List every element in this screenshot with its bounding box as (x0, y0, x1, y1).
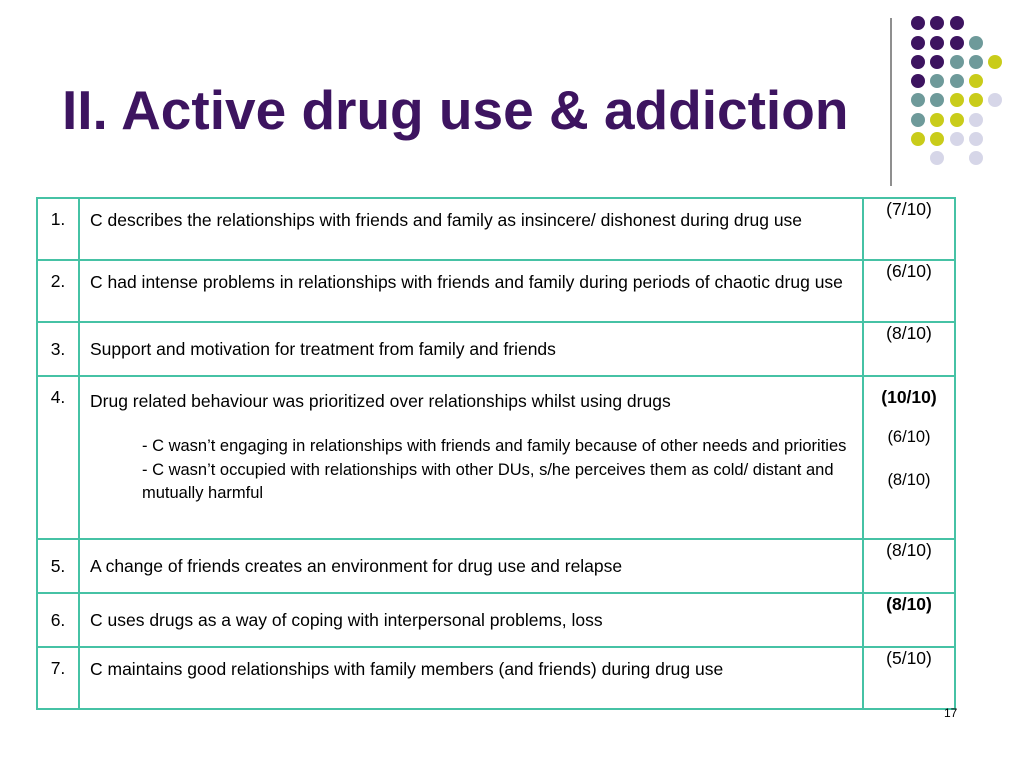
table-row (37, 593, 955, 647)
dot-purple (950, 16, 964, 30)
page-number: 17 (944, 706, 958, 720)
table-row (37, 376, 955, 539)
table-row (37, 322, 955, 376)
row-description: C describes the relationships with friends and family as insincere/ dishonest during drug use (79, 198, 863, 260)
dot-yellow (950, 113, 964, 127)
slide-title: II. Active drug use & addiction (62, 79, 849, 141)
row-number: 3. (37, 322, 79, 376)
row-description: C had intense problems in relationships with friends and family during periods of chaotic drug use (79, 260, 863, 322)
dot-yellow (988, 55, 1002, 69)
row-score: (10/10) (881, 387, 937, 407)
dot-purple (911, 74, 925, 88)
dot-lavender (950, 132, 964, 146)
row-score: (8/10) (863, 593, 955, 647)
row-number: 4. (37, 376, 79, 539)
table-row (37, 260, 955, 322)
table-row (37, 647, 955, 709)
dot-yellow (930, 132, 944, 146)
dot-teal (911, 93, 925, 107)
findings-table (36, 197, 956, 710)
dot-teal (930, 74, 944, 88)
dot-purple (930, 55, 944, 69)
dot-purple (930, 36, 944, 50)
row-description: C maintains good relationships with family members (and friends) during drug use (79, 647, 863, 709)
table-row (37, 539, 955, 593)
dot-purple (911, 55, 925, 69)
dot-teal (911, 113, 925, 127)
row-number: 7. (37, 647, 79, 709)
dot-teal (930, 93, 944, 107)
row-number: 2. (37, 260, 79, 322)
dot-purple (950, 36, 964, 50)
dot-lavender (969, 113, 983, 127)
dot-purple (930, 16, 944, 30)
dot-teal (969, 55, 983, 69)
dot-teal (950, 74, 964, 88)
dot-teal (950, 55, 964, 69)
row-score: (8/10) (863, 539, 955, 593)
row-sub-items (90, 435, 852, 506)
dot-yellow (969, 74, 983, 88)
row-score: (6/10) (863, 260, 955, 322)
sub-item: - C wasn’t engaging in relationships with friends and family because of other needs and priorities (142, 437, 847, 455)
sub-score: (6/10) (887, 428, 931, 446)
row-number: 1. (37, 198, 79, 260)
sub-score: (8/10) (887, 471, 931, 489)
dot-purple (911, 16, 925, 30)
sub-item: - C wasn’t occupied with relationships with other DUs, s/he perceives them as cold/ distant and mutually harmful (142, 460, 834, 502)
title-divider (890, 18, 892, 186)
row-main-text: Drug related behaviour was prioritized over relationships whilst using drugs (90, 391, 671, 411)
row-score-stack (863, 376, 955, 539)
row-score: (7/10) (863, 198, 955, 260)
table-row (37, 198, 955, 260)
row-description (79, 376, 863, 539)
dot-lavender (969, 151, 983, 165)
dot-teal (969, 36, 983, 50)
dot-lavender (930, 151, 944, 165)
row-number: 6. (37, 593, 79, 647)
row-description: C uses drugs as a way of coping with interpersonal problems, loss (79, 593, 863, 647)
row-number: 5. (37, 539, 79, 593)
dot-yellow (950, 93, 964, 107)
dot-lavender (969, 132, 983, 146)
row-score: (8/10) (863, 322, 955, 376)
row-description: Support and motivation for treatment from family and friends (79, 322, 863, 376)
dot-yellow (911, 132, 925, 146)
row-description: A change of friends creates an environment for drug use and relapse (79, 539, 863, 593)
row-score: (5/10) (863, 647, 955, 709)
dot-lavender (988, 93, 1002, 107)
dot-yellow (969, 93, 983, 107)
dot-purple (911, 36, 925, 50)
dot-yellow (930, 113, 944, 127)
